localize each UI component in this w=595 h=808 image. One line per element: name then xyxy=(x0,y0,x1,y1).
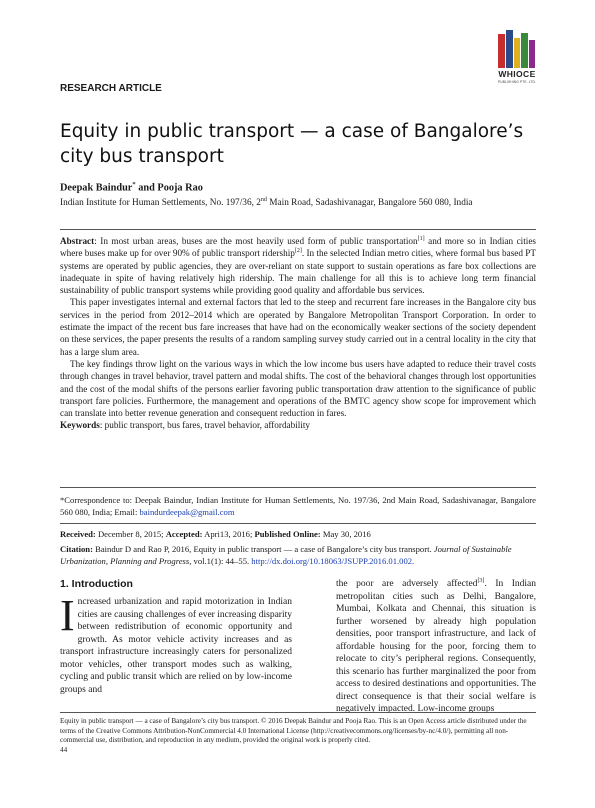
book-purple xyxy=(529,40,535,68)
intro-column-right xyxy=(336,578,536,716)
received-date: December 8, 2015; xyxy=(95,529,166,539)
received-label: Received: xyxy=(60,529,96,539)
logo-wordmark: WHIOCE xyxy=(498,69,536,79)
page-number: 44 xyxy=(60,745,68,754)
abstract-label: Abstract xyxy=(60,236,95,246)
book-red xyxy=(498,34,505,68)
dates xyxy=(60,529,536,539)
affiliation xyxy=(60,197,473,208)
affiliation-sup: nd xyxy=(260,197,267,203)
reference-link[interactable]: [2] xyxy=(294,248,302,255)
published-label: Published Online: xyxy=(254,529,321,539)
book-blue xyxy=(506,30,513,68)
abstract-text: and more so in Indian cities where buses make up for over 90% of public transport ridership xyxy=(60,236,536,259)
intro-text-right: the poor are adversely affected xyxy=(336,579,478,589)
abstract-paragraph-3: The key findings throw light on the various ways in which the low income bus users have adapted to reduce their travel costs through changes in travel behavior, travel pattern and modal shifts. The cost of the behavioral changes through lost opportunities and the cost of the modal shifts of the persons earlier favoring public transportation draw attention to the significance of public transport fare policies. Furthermore, the management and operations of the BMTC agency show scope for improvement which can translate into better revenue generation and consequent reduction in fares. xyxy=(60,358,536,419)
book-yellow xyxy=(514,38,520,68)
logo-subtext: PUBLISHING PTE. LTD. xyxy=(497,80,537,84)
divider-middle xyxy=(60,487,536,488)
keywords-list: : public transport, bus fares, travel behavior, affordability xyxy=(99,420,311,431)
book-green xyxy=(521,33,528,68)
correspondence-text: *Correspondence to: Deepak Baindur, Indian Institute for Human Settlements, No. 197/36, 2nd Main Road, Sadashivanagar, Bangalore 560 080, India; Email: xyxy=(60,495,536,517)
affiliation-text: Indian Institute for Human Settlements, No. 197/36, 2 xyxy=(60,198,261,209)
reference-link[interactable]: [3] xyxy=(477,577,485,584)
email-link[interactable]: baindurdeepak@gmail.com xyxy=(139,507,235,517)
divider-lower xyxy=(60,523,536,524)
abstract-paragraph-2: This paper investigates internal and external factors that led to the steep and recurrent fare increases in the Bangalore city bus services in the period from 2012–2014 which are operated by Bangalore Metropolitan Transport Corporation. In order to estimate the impact of the recent bus fare increases that have had on the economically weaker sections of the society dependent on these services, the paper presents the results of a random sampling survey study carried out in a central locality in the city that has a large slum area. xyxy=(60,297,536,357)
divider-top xyxy=(60,229,536,230)
authors xyxy=(60,181,203,193)
authors-and: and xyxy=(135,182,158,194)
books-logo-icon xyxy=(497,30,537,68)
keywords xyxy=(60,419,536,431)
citation-label: Citation: xyxy=(60,544,93,554)
citation-text: Baindur D and Rao P, 2016, Equity in public transport — a case of Bangalore’s city bus transport. xyxy=(92,544,434,554)
article-title: Equity in public transport — a case of Bangalore’s city bus transport xyxy=(60,121,524,167)
abstract xyxy=(60,235,536,432)
citation-volume: , vol.1(1): 44–55. xyxy=(189,556,252,566)
author-2: Pooja Rao xyxy=(157,182,203,194)
author-1-mark: * xyxy=(132,181,136,188)
intro-text-left: ncreased urbanization and rapid motorization in Indian cities are causing challenges of ever increasing disparity between redistribution of economic opportunity and growth. As motor vehicle activity increases and as transport infrastructure increasingly caters for personalized motor vehicles, other transport modes such as walking, cycling and public transit which are relied on by low-income groups and xyxy=(60,597,292,695)
accepted-label: Accepted: xyxy=(165,529,203,539)
license-text: Equity in public transport — a case of Bangalore’s city bus transport. © 2016 Deepak Baindur and Pooja Rao. This is an Open Access article distributed under the terms of the Creative Commons Attribution-NonCommercial 4.0 International License (http://creativecommons.org/licenses/by-nc/4.0/), permitting all non-commercial use, distribution, and reproduction in any medium, provided the original work is properly cited. xyxy=(60,717,527,744)
license-footer xyxy=(60,717,540,755)
doi-link[interactable]: http://dx.doi.org/10.18063/JSUPP.2016.01.002. xyxy=(251,556,415,566)
keywords-label: Keywords xyxy=(60,420,100,431)
abstract-text: : In most urban areas, buses are the most heavily used form of public transportation xyxy=(94,236,418,246)
published-date: May 30, 2016 xyxy=(320,529,371,539)
drop-cap: I xyxy=(60,591,75,640)
citation-journal: Journal of Sustainable Urbanization, Planning and Progress xyxy=(60,544,512,566)
author-1: Deepak Baindur xyxy=(60,182,133,194)
publisher-logo xyxy=(493,30,541,90)
citation xyxy=(60,543,536,567)
accepted-date: Apri13, 2016; xyxy=(202,529,255,539)
abstract-paragraph-1 xyxy=(60,235,536,296)
divider-footer xyxy=(60,712,536,713)
abstract-text: . In the selected Indian metro cities, where formal bus based PT systems are operated by public agencies, they are over-reliant on state support to sustain operations as fare box collections are inadequate in spite of having relatively high ridership. The main challenge for all this is to achieve long term financial sustainability of public transport systems while providing good quality and affordable bus services. xyxy=(60,248,536,296)
intro-column-left xyxy=(60,591,292,696)
article-type: RESEARCH ARTICLE xyxy=(60,83,162,94)
affiliation-text-2: Main Road, Sadashivanagar, Bangalore 560 080, India xyxy=(266,198,473,209)
reference-link[interactable]: [1] xyxy=(417,235,425,242)
section-heading: 1. Introduction xyxy=(60,578,133,590)
correspondence xyxy=(60,494,536,518)
intro-text-right-2: . In Indian metropolitan cities such as Delhi, Bangalore, Mumbai, Kolkata and Chennai, this situation is further worsened by already high population densities, poor transport infrastructure, and lack of affordable housing for the poor, forcing them to relocate to city’s peripheral regions. Consequently, this scenario has further marginalized the poor from access to desired destinations and opportunities. The direct consequence is that their social welfare is negatively impacted. Low-income groups xyxy=(336,579,536,714)
